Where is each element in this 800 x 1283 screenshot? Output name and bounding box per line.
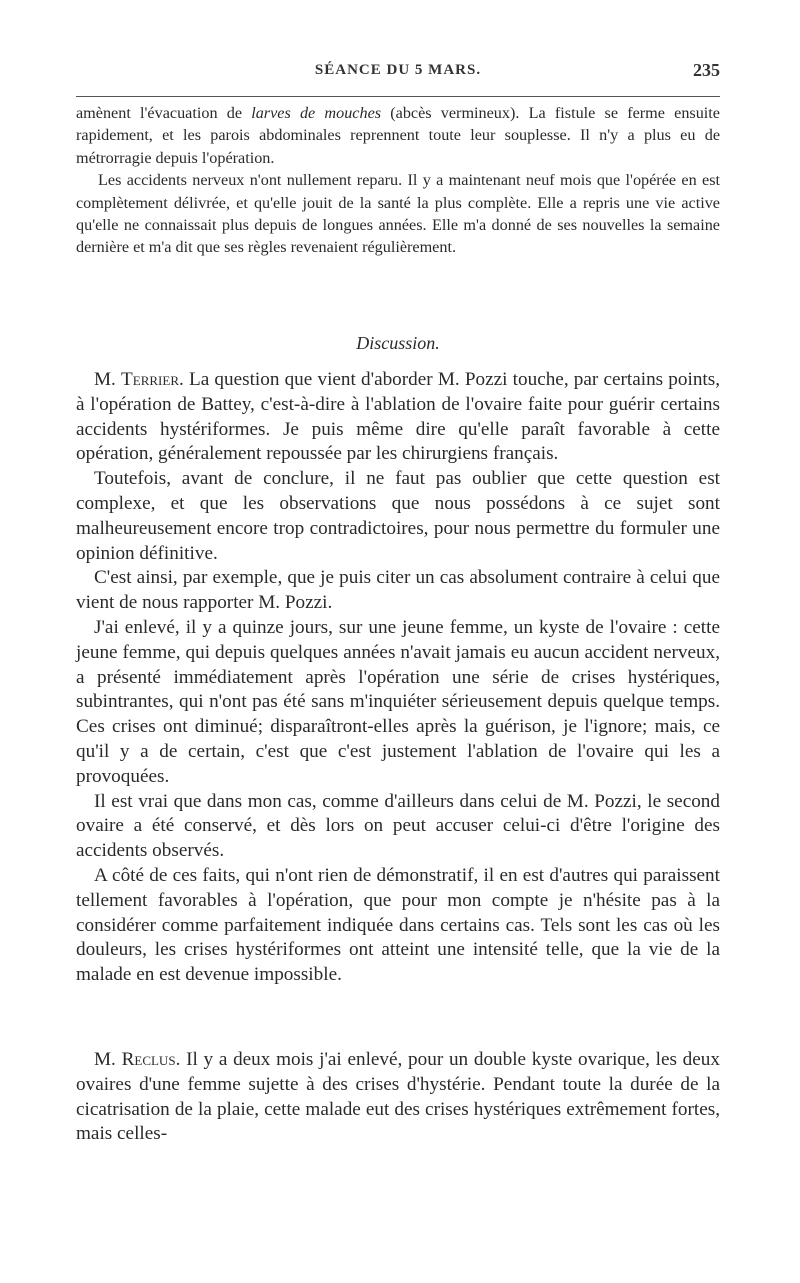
running-head [76, 62, 720, 86]
speaker-suffix: . [179, 369, 189, 390]
text-run: (abcès vermineux). La fistule se ferme ensuite rapidement, et les parois abdominales reprennent toute leur souplesse. Il n'y a plus eu de métrorragie depuis l'opération. [76, 104, 720, 167]
continuation-paragraph-1 [76, 102, 720, 169]
running-title: SÉANCE DU 5 MARS. [314, 62, 482, 78]
terrier-remarks [76, 368, 720, 988]
continuation-paragraph-2: Les accidents nerveux n'ont nullement reparu. Il y a maintenant neuf mois que l'opérée en est complètement délivrée, et qu'elle jouit de la santé la plus complète. Elle a repris une vie active qu'elle ne connaissait plus depuis de longues années. Elle m'a donné de ses nouvelles la semaine dernière et m'a dit que ses règles revenaient régulièrement. [76, 171, 720, 257]
terrier-paragraph-5: Il est vrai que dans mon cas, comme d'ailleurs dans celui de M. Pozzi, le second ovaire a été conservé, et dès lors on peut accuser celui-ci d'être l'origine des accidents observés. [76, 790, 720, 862]
terrier-paragraph-3: C'est ainsi, par exemple, que je puis citer un cas absolument contraire à celui que vient de nous rapporter M. Pozzi. [76, 567, 720, 614]
speaker-name: Terrier [121, 369, 179, 390]
speaker-suffix: . [175, 1049, 187, 1070]
continuation-text [76, 102, 720, 259]
paragraph-text: La question que vient d'aborder M. Pozzi touche, par certains points, à l'opération de Battey, c'est-à-dire à l'ablation de l'ovaire faite pour guérir certains accidents hystériformes. Je puis même dire qu'elle paraît favorable à cette opération, généralement repoussée par les chirurgiens français. [76, 369, 721, 465]
text-run: amènent l'évacuation de [76, 104, 252, 122]
terrier-paragraph-2: Toutefois, avant de conclure, il ne faut pas oublier que cette question est complexe, et que les observations que nous possédons à ce sujet sont malheureusement encore trop contradictoires, pour nous permettre du formuler une opinion définitive. [76, 468, 720, 564]
speaker-name: Reclus [121, 1049, 176, 1070]
section-heading: Discussion. [356, 333, 440, 353]
terrier-paragraph-4: J'ai enlevé, il y a quinze jours, sur une jeune femme, un kyste de l'ovaire : cette jeune femme, qui depuis quelques années n'avait jamais eu aucun accident nerveux, a présenté immédiatement après l'opération une série de crises hystériques, subintrantes, qui n'ont pas été sans m'inquiéter sérieusement depuis quelque temps. Ces crises ont diminué; disparaîtront-elles après la guérison, je l'ignore; mais, ce qu'il y a de certain, c'est que c'est justement l'ablation de l'ovaire qui les a provoquées. [76, 616, 720, 787]
page-number: 235 [693, 60, 720, 80]
reclus-paragraph-1 [76, 1048, 720, 1147]
paragraph-text: Il y a deux mois j'ai enlevé, pour un double kyste ovarique, les deux ovaires d'une femme sujette à des crises d'hystérie. Pendant toute la durée de la cicatrisation de la plaie, cette malade eut des crises hystériques extrêmement fortes, mais celles- [76, 1049, 720, 1145]
terrier-paragraph-1 [76, 368, 720, 467]
speaker-prefix: M. [94, 369, 122, 390]
speaker-prefix: M. [94, 1049, 122, 1070]
reclus-remarks [76, 1048, 720, 1147]
header-rule [76, 96, 720, 97]
terrier-paragraph-6: A côté de ces faits, qui n'ont rien de démonstratif, il en est d'autres qui paraissent tellement favorables à l'opération, que pour mon compte je n'hésite pas à la considérer comme parfaitement indiquée dans certains cas. Tels sont les cas où les douleurs, les crises hystériformes ont atteint une intensité telle, que la vie de la malade en est devenue impossible. [76, 864, 720, 986]
italic-term: larves de mouches [251, 104, 382, 122]
